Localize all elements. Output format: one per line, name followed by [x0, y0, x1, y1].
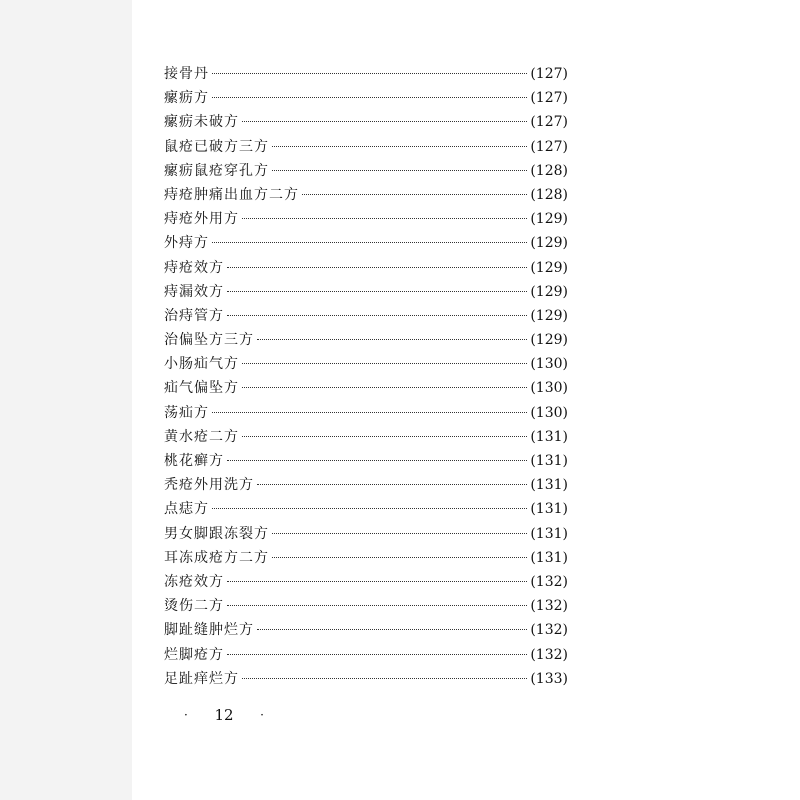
toc-entry-page: (132): [530, 622, 568, 639]
toc-entry-page: (129): [530, 211, 568, 228]
toc-entry-title: 秃疮外用洗方: [164, 477, 254, 494]
toc-entry: [164, 401, 568, 425]
toc-entry-page: (131): [530, 428, 568, 445]
toc-entry-title: 冻疮效方: [164, 573, 224, 590]
toc-entry: [164, 231, 568, 255]
toc-entry-page: (129): [530, 235, 568, 252]
dot-leader: [227, 605, 527, 606]
toc-entry: [164, 86, 568, 110]
dot-leader: [227, 315, 527, 316]
toc-entry-page: (130): [530, 380, 568, 397]
toc-entry: [164, 667, 568, 691]
toc-entry-page: (127): [530, 114, 568, 131]
page-footer: [184, 706, 264, 724]
toc-entry-title: 治偏坠方三方: [164, 332, 254, 349]
dot-leader: [242, 218, 527, 219]
dot-leader: [227, 654, 527, 655]
toc-entry-page: (130): [530, 404, 568, 421]
page-number: 12: [214, 706, 234, 724]
table-of-contents: [164, 62, 568, 691]
dot-leader: [227, 267, 527, 268]
toc-entry: [164, 352, 568, 376]
toc-entry: [164, 594, 568, 618]
toc-entry-title: 烂脚疮方: [164, 646, 224, 663]
toc-entry: [164, 110, 568, 134]
toc-entry-title: 桃花癣方: [164, 453, 224, 469]
dot-leader: [257, 339, 527, 340]
dot-leader: [242, 436, 527, 437]
toc-entry-page: (129): [530, 307, 568, 324]
toc-entry-title: 外痔方: [164, 235, 209, 252]
footer-dot-left: ·: [184, 708, 188, 722]
toc-entry: [164, 425, 568, 449]
toc-entry-page: (131): [530, 501, 568, 518]
dot-leader: [272, 533, 527, 534]
toc-entry-title: 瘰疬方: [164, 90, 209, 107]
toc-entry-page: (132): [530, 573, 568, 590]
toc-entry: [164, 183, 568, 207]
toc-entry-page: (128): [530, 186, 568, 203]
toc-entry-title: 接骨丹: [164, 66, 209, 82]
toc-entry-page: (131): [530, 477, 568, 494]
toc-entry-title: 痔疮效方: [164, 259, 224, 276]
toc-entry-title: 瘰疬未破方: [164, 114, 239, 131]
dot-leader: [212, 508, 527, 509]
toc-entry-title: 鼠疮已破方三方: [164, 138, 269, 155]
toc-entry-page: (131): [530, 549, 568, 566]
toc-entry: [164, 449, 568, 473]
toc-entry: [164, 135, 568, 159]
toc-entry: [164, 207, 568, 231]
dot-leader: [257, 484, 527, 485]
dot-leader: [227, 460, 527, 461]
dot-leader: [257, 629, 527, 630]
toc-entry-page: (131): [530, 525, 568, 542]
toc-entry: [164, 546, 568, 570]
dot-leader: [302, 194, 527, 195]
toc-entry: [164, 328, 568, 352]
toc-entry: [164, 643, 568, 667]
toc-entry: [164, 304, 568, 328]
toc-entry-title: 瘰疬鼠疮穿孔方: [164, 162, 269, 179]
toc-entry-page: (131): [530, 453, 568, 469]
toc-entry-title: 荡疝方: [164, 404, 209, 421]
toc-entry: [164, 522, 568, 546]
dot-leader: [272, 146, 527, 147]
toc-entry: [164, 256, 568, 280]
toc-entry: [164, 570, 568, 594]
dot-leader: [212, 412, 527, 413]
dot-leader: [272, 557, 527, 558]
toc-entry-page: (129): [530, 332, 568, 349]
toc-entry-page: (130): [530, 356, 568, 373]
dot-leader: [242, 678, 527, 679]
toc-entry-title: 黄水疮二方: [164, 428, 239, 445]
toc-entry-title: 点痣方: [164, 501, 209, 518]
dot-leader: [242, 387, 527, 388]
toc-entry-title: 痔疮外用方: [164, 211, 239, 228]
toc-entry-title: 男女脚跟冻裂方: [164, 525, 269, 542]
toc-entry-title: 疝气偏坠方: [164, 380, 239, 397]
toc-entry-title: 耳冻成疮方二方: [164, 549, 269, 566]
toc-entry-title: 小肠疝气方: [164, 356, 239, 373]
toc-entry: [164, 473, 568, 497]
dot-leader: [212, 97, 527, 98]
footer-dot-right: ·: [260, 708, 264, 722]
dot-leader: [227, 581, 527, 582]
dot-leader: [242, 121, 527, 122]
toc-entry-title: 足趾痒烂方: [164, 670, 239, 687]
dot-leader: [212, 73, 527, 74]
toc-entry: [164, 62, 568, 86]
toc-entry-title: 痔疮肿痛出血方二方: [164, 186, 299, 203]
toc-entry-title: 烫伤二方: [164, 598, 224, 615]
dot-leader: [227, 291, 527, 292]
toc-entry-page: (129): [530, 283, 568, 300]
toc-entry: [164, 159, 568, 183]
toc-entry-page: (132): [530, 646, 568, 663]
toc-entry-page: (133): [530, 670, 568, 687]
dot-leader: [272, 170, 527, 171]
toc-entry: [164, 497, 568, 521]
toc-entry-page: (132): [530, 598, 568, 615]
dot-leader: [212, 242, 527, 243]
toc-entry-page: (127): [530, 66, 568, 82]
toc-entry-page: (128): [530, 162, 568, 179]
toc-entry-title: 治痔管方: [164, 307, 224, 324]
toc-entry: [164, 376, 568, 400]
dot-leader: [242, 363, 527, 364]
toc-entry-page: (129): [530, 259, 568, 276]
toc-entry-title: 痔漏效方: [164, 283, 224, 300]
toc-entry: [164, 618, 568, 642]
toc-entry-title: 脚趾缝肿烂方: [164, 622, 254, 639]
toc-entry: [164, 280, 568, 304]
toc-entry-page: (127): [530, 138, 568, 155]
toc-entry-page: (127): [530, 90, 568, 107]
